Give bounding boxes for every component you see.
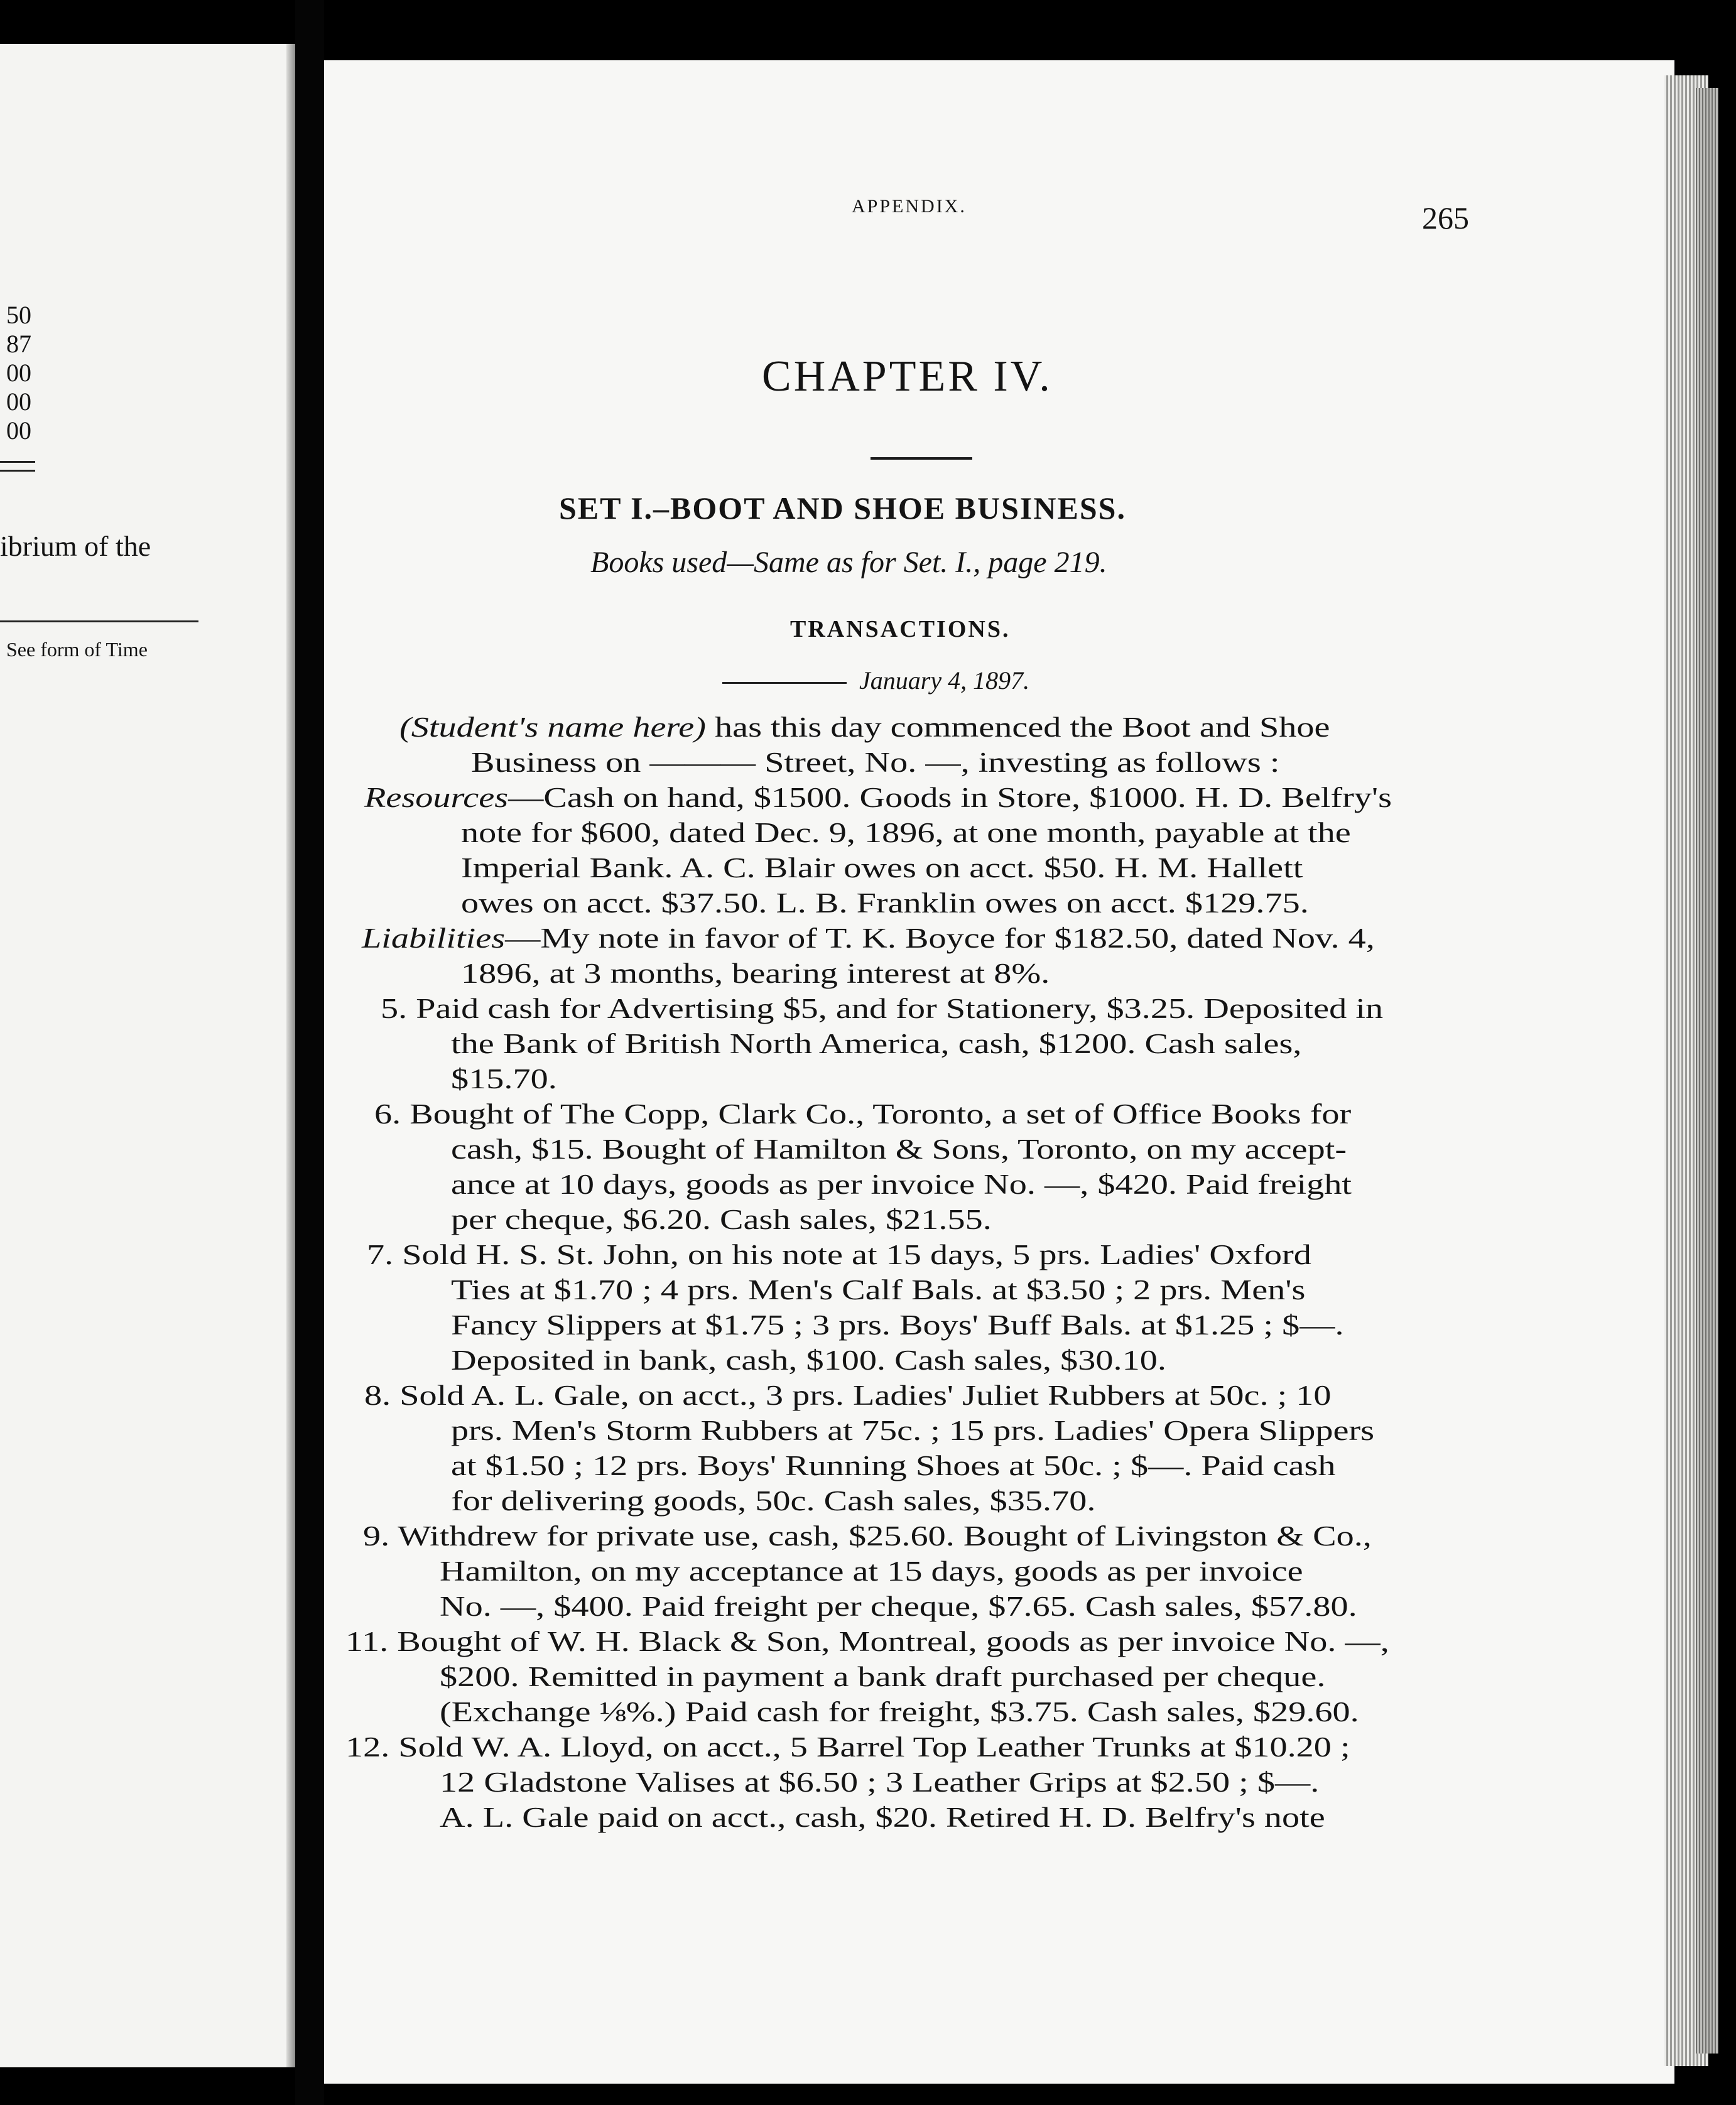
transaction-line — [440, 1800, 1325, 1835]
total-rule — [0, 461, 35, 463]
left-page-edge — [286, 44, 295, 2067]
set-title: SET I.–BOOT AND SHOE BUSINESS. — [559, 490, 1126, 526]
line-text: 7. Sold H. S. St. John, on his note at 15 days, 5 prs. Ladies' Oxford — [367, 1239, 1311, 1270]
transaction-line — [381, 991, 1383, 1026]
line-text: Business on ——— Street, No. —, investing as follows : — [471, 747, 1280, 778]
transaction-line — [399, 710, 1330, 745]
line-text: 5. Paid cash for Advertising $5, and for Stationery, $3.25. Deposited in — [381, 993, 1384, 1024]
line-text: cash, $15. Bought of Hamilton & Sons, Toronto, on my accept- — [451, 1134, 1347, 1165]
transaction-line — [451, 1272, 1305, 1307]
line-text: note for $600, dated Dec. 9, 1896, at one month, payable at the — [461, 817, 1351, 848]
line-text: —Cash on hand, $1500. Goods in Store, $1000. H. D. Belfry's — [508, 782, 1392, 813]
left-figure: 50 — [6, 301, 31, 329]
transaction-line — [451, 1026, 1301, 1061]
line-text: 1896, at 3 months, bearing interest at 8%. — [461, 958, 1050, 989]
left-figure: 87 — [6, 330, 31, 358]
chapter-title: CHAPTER IV. — [762, 352, 1053, 401]
line-text: 9. Withdrew for private use, cash, $25.60. Bought of Livingston & Co., — [363, 1520, 1372, 1552]
transaction-line — [451, 1132, 1347, 1167]
left-page — [0, 44, 295, 2067]
line-text: Imperial Bank. A. C. Blair owes on acct. $50. H. M. Hallett — [461, 852, 1303, 884]
line-text: the Bank of British North America, cash, $1200. Cash sales, — [451, 1028, 1302, 1059]
transaction-line — [451, 1413, 1374, 1448]
date-line — [722, 666, 1029, 695]
line-text: prs. Men's Storm Rubbers at 75c. ; 15 prs. Ladies' Opera Slippers — [451, 1415, 1375, 1446]
line-text: Deposited in bank, cash, $100. Cash sales, $30.10. — [451, 1345, 1166, 1376]
transaction-line — [451, 1167, 1352, 1202]
line-text: 11. Bought of W. H. Black & Son, Montreal, goods as per invoice No. —, — [345, 1626, 1389, 1657]
line-text: 12. Sold W. A. Lloyd, on acct., 5 Barrel Top Leather Trunks at $10.20 ; — [345, 1731, 1350, 1763]
running-head: APPENDIX. — [852, 196, 967, 217]
line-text: A. L. Gale paid on acct., cash, $20. Retired H. D. Belfry's note — [440, 1802, 1325, 1833]
page-fore-edge-shadow — [1696, 88, 1718, 2054]
transaction-line — [451, 1448, 1336, 1483]
transaction-line — [440, 1659, 1325, 1694]
line-text: No. —, $400. Paid freight per cheque, $7.65. Cash sales, $57.80. — [440, 1591, 1357, 1622]
line-text: ance at 10 days, goods as per invoice No. —, $420. Paid freight — [451, 1169, 1352, 1200]
line-label: (Student's name here) — [399, 712, 706, 743]
book-spine — [295, 0, 324, 2105]
transaction-line — [440, 1554, 1303, 1589]
transaction-line — [451, 1343, 1166, 1378]
footnote-rule — [0, 620, 198, 622]
left-footnote-fragment: See form of Time — [6, 638, 148, 661]
transaction-line — [461, 956, 1050, 991]
line-text: per cheque, $6.20. Cash sales, $21.55. — [451, 1204, 992, 1235]
transaction-line — [461, 885, 1309, 921]
transaction-line — [461, 850, 1303, 885]
transaction-line — [363, 1518, 1372, 1554]
transaction-line — [451, 1202, 992, 1237]
line-text: Fancy Slippers at $1.75 ; 3 prs. Boys' Buff Bals. at $1.25 ; $—. — [451, 1309, 1344, 1341]
transaction-line — [364, 780, 1392, 815]
line-text: for delivering goods, 50c. Cash sales, $35.70. — [451, 1485, 1096, 1517]
line-text: $200. Remitted in payment a bank draft purchased per cheque. — [440, 1661, 1326, 1692]
transaction-line — [345, 1729, 1350, 1765]
total-rule — [0, 470, 35, 472]
transaction-line — [471, 745, 1279, 780]
line-text: Hamilton, on my acceptance at 15 days, goods as per invoice — [440, 1556, 1303, 1587]
chapter-rule — [871, 457, 972, 460]
books-used-line: Books used—Same as for Set. I., page 219. — [590, 546, 1107, 579]
line-text: owes on acct. $37.50. L. B. Franklin owes on acct. $129.75. — [461, 887, 1309, 919]
line-text: $15.70. — [451, 1063, 557, 1095]
left-text-fragment: ibrium of the — [0, 530, 151, 562]
line-label: Liabilities — [362, 923, 506, 954]
line-text: 12 Gladstone Valises at $6.50 ; 3 Leather Grips at $2.50 ; $—. — [440, 1767, 1320, 1798]
date-text: January 4, 1897. — [859, 666, 1030, 695]
transaction-line — [440, 1694, 1359, 1729]
left-figure: 00 — [6, 387, 31, 416]
transaction-line — [367, 1237, 1311, 1272]
transaction-line — [440, 1589, 1357, 1624]
line-text: —My note in favor of T. K. Boyce for $182.50, dated Nov. 4, — [505, 923, 1375, 954]
left-figure: 00 — [6, 416, 31, 445]
transaction-line — [451, 1307, 1344, 1343]
line-text: 8. Sold A. L. Gale, on acct., 3 prs. Ladies' Juliet Rubbers at 50c. ; 10 — [364, 1380, 1332, 1411]
transaction-line — [345, 1624, 1389, 1659]
line-text: at $1.50 ; 12 prs. Boys' Running Shoes at 50c. ; $—. Paid cash — [451, 1450, 1336, 1481]
line-label: Resources — [364, 782, 509, 813]
line-text: has this day commenced the Boot and Shoe — [705, 712, 1330, 743]
transaction-line — [374, 1096, 1351, 1132]
transaction-line — [364, 1378, 1332, 1413]
left-figure: 00 — [6, 359, 31, 387]
line-text: Ties at $1.70 ; 4 prs. Men's Calf Bals. at $3.50 ; 2 prs. Men's — [451, 1274, 1306, 1306]
transaction-line — [461, 815, 1351, 850]
line-text: (Exchange ⅛%.) Paid cash for freight, $3.75. Cash sales, $29.60. — [440, 1696, 1359, 1728]
transactions-heading: TRANSACTIONS. — [790, 616, 1011, 642]
transaction-line — [440, 1765, 1319, 1800]
transaction-line — [451, 1061, 557, 1096]
transaction-line — [451, 1483, 1095, 1518]
line-text: 6. Bought of The Copp, Clark Co., Toronto, a set of Office Books for — [374, 1098, 1352, 1130]
page-number: 265 — [1422, 200, 1469, 235]
transaction-line — [362, 921, 1375, 956]
date-dash — [722, 682, 847, 684]
